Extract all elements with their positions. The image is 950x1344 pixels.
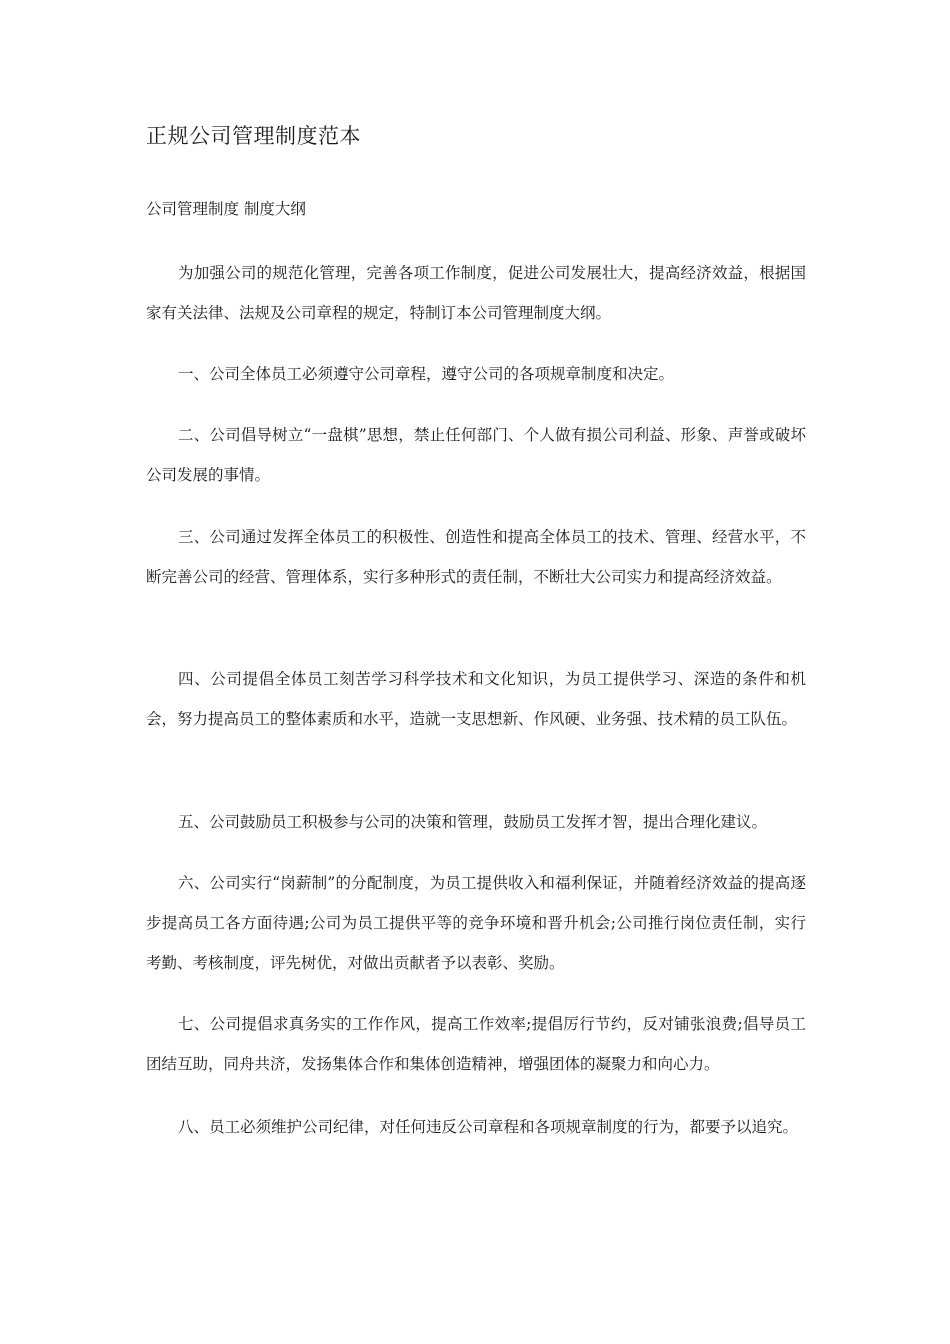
paragraph-article-7: 七、公司提倡求真务实的工作作风，提高工作效率;提倡厉行节约，反对铺张浪费;倡导员工团结互助，同舟共济，发扬集体合作和集体创造精神，增强团体的凝聚力和向心力。: [146, 1015, 806, 1073]
paragraph-article-3: 三、公司通过发挥全体员工的积极性、创造性和提高全体员工的技术、管理、经营水平，不断完善公司的经营、管理体系，实行多种形式的责任制，不断壮大公司实力和提高经济效益。: [146, 528, 806, 586]
document-subtitle: 公司管理制度 制度大纲: [146, 200, 306, 218]
paragraph-article-1: 一、公司全体员工必须遵守公司章程，遵守公司的各项规章制度和决定。: [178, 365, 675, 383]
paragraph-article-6: 六、公司实行“岗薪制”的分配制度，为员工提供收入和福利保证，并随着经济效益的提高逐步提高员工各方面待遇;公司为员工提供平等的竞争环境和晋升机会;公司推行岗位责任制，实行考勤、考核制度，评先树优，对做出贡献者予以表彰、奖励。: [146, 874, 806, 972]
paragraph-article-8: 八、员工必须维护公司纪律，对任何违反公司章程和各项规章制度的行为，都要予以追究。: [178, 1118, 799, 1136]
paragraph-article-2: 二、公司倡导树立“一盘棋”思想，禁止任何部门、个人做有损公司利益、形象、声誉或破坏公司发展的事情。: [146, 426, 806, 484]
paragraph-article-5: 五、公司鼓励员工积极参与公司的决策和管理，鼓励员工发挥才智，提出合理化建议。: [178, 813, 768, 831]
paragraph-intro: 为加强公司的规范化管理，完善各项工作制度，促进公司发展壮大，提高经济效益，根据国家有关法律、法规及公司章程的规定，特制订本公司管理制度大纲。: [146, 264, 806, 322]
paragraph-article-4: 四、公司提倡全体员工刻苦学习科学技术和文化知识，为员工提供学习、深造的条件和机会，努力提高员工的整体素质和水平，造就一支思想新、作风硬、业务强、技术精的员工队伍。: [146, 670, 806, 728]
document-title: 正规公司管理制度范本: [146, 124, 361, 148]
